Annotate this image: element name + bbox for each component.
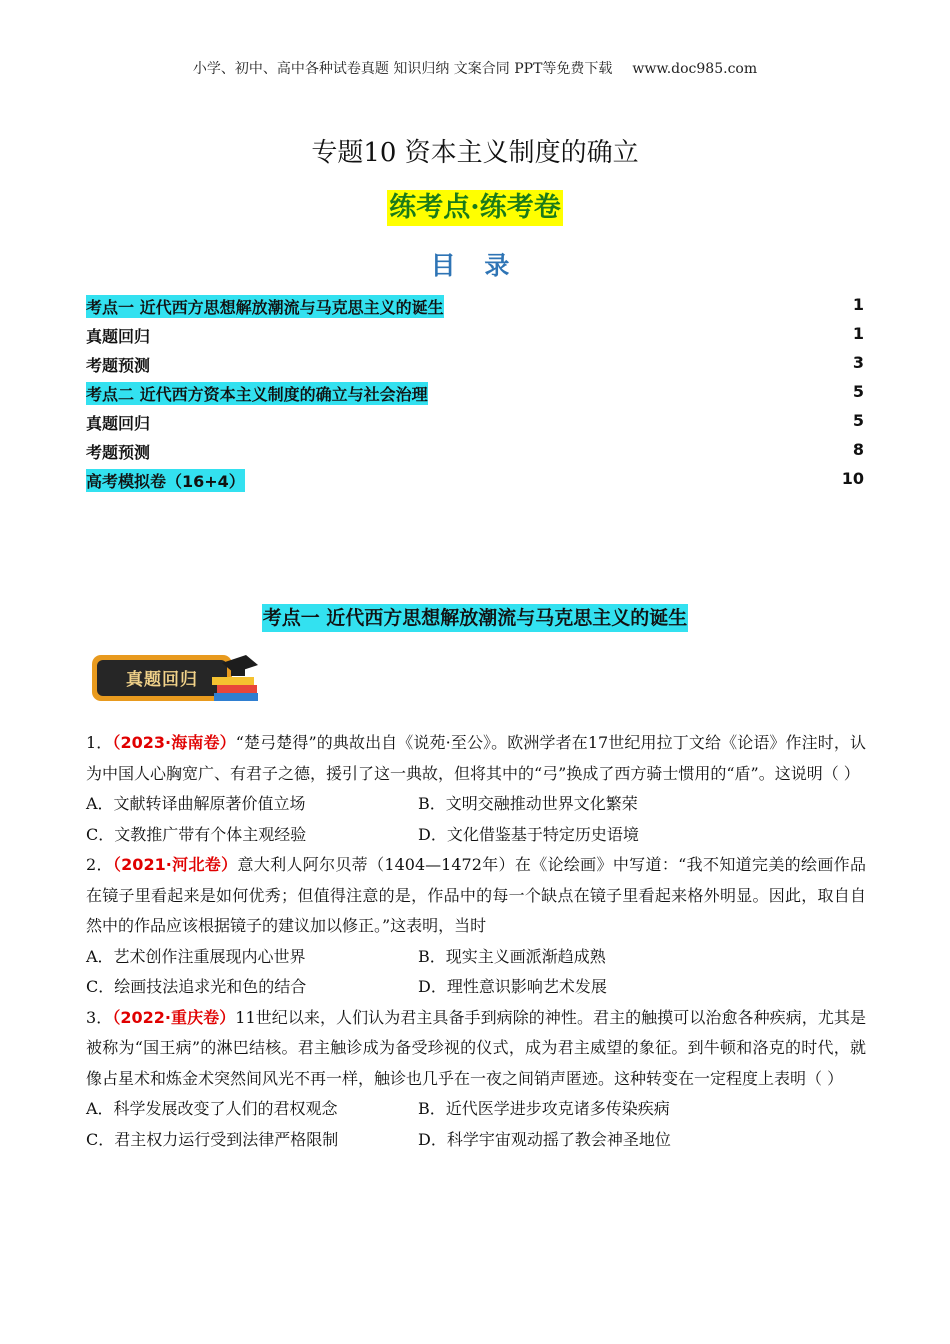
question-source: （2021·河北卷） (112, 855, 238, 874)
toc-label[interactable]: 真题回归 (86, 327, 151, 346)
question-source: （2023·海南卷） (112, 733, 236, 752)
option-d[interactable]: D．理性意识影响艺术发展 (418, 977, 607, 996)
question-stem (86, 1003, 866, 1095)
question-stem (86, 728, 866, 789)
question-1 (86, 728, 866, 850)
questions (86, 728, 866, 1155)
toc-label[interactable]: 考题预测 (86, 356, 151, 375)
toc-row[interactable] (86, 321, 864, 350)
zhenti-huigui-badge (90, 651, 262, 709)
question-3 (86, 1003, 866, 1156)
question-number: 1． (86, 733, 113, 752)
option-c[interactable]: C．绘画技法追求光和色的结合 (86, 977, 307, 996)
toc-label[interactable]: 考点二 近代西方资本主义制度的确立与社会治理 (86, 382, 428, 405)
page-title: 专题10 资本主义制度的确立 (311, 138, 639, 168)
question-number: 3． (86, 1007, 113, 1027)
options (86, 789, 866, 850)
toc-row[interactable] (86, 408, 864, 437)
toc-page: 8 (852, 440, 864, 459)
toc-label[interactable]: 高考模拟卷（16+4） (86, 469, 245, 492)
option-b[interactable]: B．文明交融推动世界文化繁荣 (418, 794, 638, 813)
toc-page: 5 (852, 382, 864, 401)
option-d[interactable]: D．科学宇宙观动摇了教会神圣地位 (418, 1129, 671, 1149)
option-c[interactable]: C．文教推广带有个体主观经验 (86, 824, 307, 844)
question-number: 2． (86, 855, 113, 874)
toc-page: 1 (852, 295, 864, 314)
question-stem (86, 850, 866, 942)
options (86, 1094, 866, 1155)
option-c[interactable]: C．君主权力运行受到法律严格限制 (86, 1129, 339, 1149)
question-source: （2022·重庆卷） (112, 1007, 236, 1027)
option-b[interactable]: B．近代医学进步攻克诸多传染疾病 (418, 1099, 670, 1118)
question-text: 意大利人阿尔贝蒂（1404—1472年）在《论绘画》中写道：“我不知道完美的绘画作品在镜子里看起来是如何优秀；但值得注意的是，作品中的每一个缺点在镜子里看起来格外明显。因此，取自自然中的作品应该根据镜子的建议加以修正。”这表明，当时 (86, 855, 866, 935)
toc-label[interactable]: 考题预测 (86, 443, 151, 462)
option-a[interactable]: A．文献转译曲解原著价值立场 (86, 794, 306, 813)
toc-page: 5 (852, 411, 864, 430)
toc-title: 目 录 (430, 251, 520, 280)
toc-row[interactable] (86, 466, 864, 495)
section-heading: 考点一 近代西方思想解放潮流与马克思主义的诞生 (262, 604, 689, 632)
toc-row[interactable] (86, 379, 864, 408)
table-of-contents (86, 292, 864, 495)
toc-row[interactable] (86, 292, 864, 321)
option-b[interactable]: B．现实主义画派渐趋成熟 (418, 946, 606, 966)
option-a[interactable]: A．艺术创作注重展现内心世界 (86, 946, 306, 966)
toc-row[interactable] (86, 437, 864, 466)
toc-row[interactable] (86, 350, 864, 379)
page-subtitle: 练考点·练考卷 (387, 190, 562, 226)
badge-label: 真题回归 (126, 670, 198, 690)
option-a[interactable]: A．科学发展改变了人们的君权观念 (86, 1099, 338, 1118)
toc-label[interactable]: 考点一 近代西方思想解放潮流与马克思主义的诞生 (86, 295, 444, 318)
toc-page: 3 (852, 353, 864, 372)
header-text: 小学、初中、高中各种试卷真题 知识归纳 文案合同 PPT等免费下载 (192, 61, 613, 77)
option-d[interactable]: D．文化借鉴基于特定历史语境 (418, 824, 639, 844)
toc-page: 10 (841, 469, 864, 488)
question-text: 11世纪以来，人们认为君主具备手到病除的神性。君主的触摸可以治愈各种疾病，尤其是被称为“国王病”的淋巴结核。君主触诊成为备受珍视的仪式，成为君主威望的象征。到牛顿和洛克的时代，就像占星术和炼金术突然间风光不再一样，触诊也几乎在一夜之间销声匿迹。这种转变在一定程度上表明（ ） (86, 1007, 866, 1088)
options (86, 942, 866, 1003)
header-site: www.doc985.com (632, 61, 758, 77)
page-header (0, 58, 950, 78)
question-text: “楚弓楚得”的典故出自《说苑·至公》。欧洲学者在17世纪用拉丁文给《论语》作注时，认为中国人心胸宽广、有君子之德，援引了这一典故，但将其中的“弓”换成了西方骑士惯用的“盾”。这说明（ ） (86, 733, 866, 783)
question-2 (86, 850, 866, 1003)
toc-page: 1 (852, 324, 864, 343)
toc-label[interactable]: 真题回归 (86, 414, 151, 433)
